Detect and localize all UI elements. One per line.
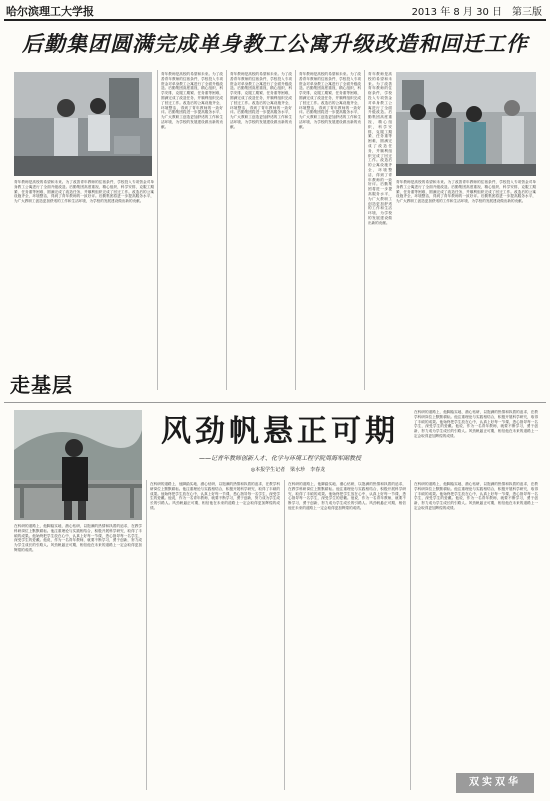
divider: [146, 480, 147, 790]
divider: [410, 480, 411, 790]
date-issue: 2013 年 8 月 30 日 第三版: [411, 7, 542, 18]
article1-col-3: 青年教师是高校的希望和未来。为了改善青年教师的住宿条件，学校投入专项资金对单身教工公寓进行了全面升级改造。后勤集团高度重视，精心组织，科学安排，克服工期紧、任务重等困难，圆满完成了改造任务，并顺利组织完成了回迁工作。改造后的公寓设施齐全，环境整洁，得到了青年教师的一致好评。后勤集团将进一步提高服务水平，为广大教职工创造更加舒适的工作和生活环境，为学校的发展建设做出新的贡献。: [230, 72, 292, 129]
divider: [295, 70, 296, 390]
section-rule: [4, 402, 546, 403]
article2-col-2: 在科研的道路上，他脚踏实地、潜心钻研，以饱满的热情和执着的追求，在教学科研岗位上默默耕耘。他注重理论与实践相结合，积极开展科学研究，取得了丰硕的成果。他始终把学生放在心中，认真上好每一节课，悉心指导每一名学生，深受学生的爱戴。他说，作为一名青年教师，就要不断学习，勇于创新，努力成为学生成长的引路人。风劲帆悬正可期，相信他在未来的道路上一定会取得更加辉煌的成绩。: [150, 482, 280, 510]
masthead-rule: [4, 19, 546, 21]
divider: [364, 70, 365, 390]
article2-col-top-right: 在科研的道路上，他脚踏实地、潜心钻研，以饱满的热情和执着的追求，在教学科研岗位上默默耕耘。他注重理论与实践相结合，积极开展科学研究，取得了丰硕的成果。他始终把学生放在心中，认真上好每一节课，悉心指导每一名学生，深受学生的爱戴。他说，作为一名青年教师，就要不断学习，勇于创新，努力成为学生成长的引路人。风劲帆悬正可期，相信他在未来的道路上一定会取得更加辉煌的成绩。: [414, 410, 538, 438]
section-label: 走基层: [10, 373, 73, 397]
article1-col-1: 青年教师是高校的希望和未来。为了改善青年教师的住宿条件，学校投入专项资金对单身教工公寓进行了全面升级改造。后勤集团高度重视，精心组织，科学安排，克服工期紧、任务重等困难，圆满完成了改造任务，并顺利组织完成了回迁工作。改造后的公寓设施齐全，环境整洁，得到了青年教师的一致好评。后勤集团将进一步提高服务水平，为广大教职工创造更加舒适的工作和生活环境，为学校的发展建设做出新的贡献。: [14, 180, 154, 204]
article2-col-3: 在科研的道路上，他脚踏实地、潜心钻研，以饱满的热情和执着的追求，在教学科研岗位上默默耕耘。他注重理论与实践相结合，积极开展科学研究，取得了丰硕的成果。他始终把学生放在心中，认真上好每一节课，悉心指导每一名学生，深受学生的爱戴。他说，作为一名青年教师，就要不断学习，勇于创新，努力成为学生成长的引路人。风劲帆悬正可期，相信他在未来的道路上一定会取得更加辉煌的成绩。: [288, 482, 406, 510]
article2-col-1: 在科研的道路上，他脚踏实地、潜心钻研，以饱满的热情和执着的追求，在教学科研岗位上默默耕耘。他注重理论与实践相结合，积极开展科学研究，取得了丰硕的成果。他始终把学生放在心中，认真上好每一节课，悉心指导每一名学生，深受学生的爱戴。他说，作为一名青年教师，就要不断学习，勇于创新，努力成为学生成长的引路人。风劲帆悬正可期，相信他在未来的道路上一定会取得更加辉煌的成绩。: [14, 524, 142, 552]
article1-col-5: 青年教师是高校的希望和未来。为了改善青年教师的住宿条件，学校投入专项资金对单身教工公寓进行了全面升级改造。后勤集团高度重视，精心组织，科学安排，克服工期紧、任务重等困难，圆满完成了改造任务，并顺利组织完成了回迁工作。改造后的公寓设施齐全，环境整洁，得到了青年教师的一致好评。后勤集团将进一步提高服务水平，为广大教职工创造更加舒适的工作和生活环境，为学校的发展建设做出新的贡献。: [368, 72, 392, 225]
article1-col-6: 青年教师是高校的希望和未来。为了改善青年教师的住宿条件，学校投入专项资金对单身教工公寓进行了全面升级改造。后勤集团高度重视，精心组织，科学安排，克服工期紧、任务重等困难，圆满完成了改造任务，并顺利组织完成了回迁工作。改造后的公寓设施齐全，环境整洁，得到了青年教师的一致好评。后勤集团将进一步提高服务水平，为广大教职工创造更加舒适的工作和生活环境，为学校的发展建设做出新的贡献。: [396, 180, 536, 204]
article2-subtitle: ——记青年教师创新人才、化学与环境工程学院周海军副教授: [198, 455, 361, 462]
article1-col-2: 青年教师是高校的希望和未来。为了改善青年教师的住宿条件，学校投入专项资金对单身教工公寓进行了全面升级改造。后勤集团高度重视，精心组织，科学安排，克服工期紧、任务重等困难，圆满完成了改造任务，并顺利组织完成了回迁工作。改造后的公寓设施齐全，环境整洁，得到了青年教师的一致好评。后勤集团将进一步提高服务水平，为广大教职工创造更加舒适的工作和生活环境，为学校的发展建设做出新的贡献。: [161, 72, 223, 129]
watermark-stamp: 双实双华: [456, 773, 534, 793]
article1-photo-right: [396, 72, 536, 176]
article2-col-4: 在科研的道路上，他脚踏实地、潜心钻研，以饱满的热情和执着的追求，在教学科研岗位上默默耕耘。他注重理论与实践相结合，积极开展科学研究，取得了丰硕的成果。他始终把学生放在心中，认真上好每一节课，悉心指导每一名学生，深受学生的爱戴。他说，作为一名青年教师，就要不断学习，勇于创新，努力成为学生成长的引路人。风劲帆悬正可期，相信他在未来的道路上一定会取得更加辉煌的成绩。: [414, 482, 538, 510]
divider: [284, 480, 285, 790]
divider: [157, 70, 158, 390]
newspaper-name: 哈尔滨理工大学报: [6, 5, 94, 18]
article2-byline: ◎本报学生记者 梁水珍 李春龙: [250, 467, 326, 473]
article2-headline: 风劲帆悬正可期: [161, 414, 399, 449]
article1-headline: 后勤集团圆满完成单身教工公寓升级改造和回迁工作: [22, 31, 528, 56]
divider: [226, 70, 227, 390]
article2-portrait-photo: [14, 410, 142, 520]
article1-photo-left: [14, 72, 152, 176]
article1-col-4: 青年教师是高校的希望和未来。为了改善青年教师的住宿条件，学校投入专项资金对单身教工公寓进行了全面升级改造。后勤集团高度重视，精心组织，科学安排，克服工期紧、任务重等困难，圆满完成了改造任务，并顺利组织完成了回迁工作。改造后的公寓设施齐全，环境整洁，得到了青年教师的一致好评。后勤集团将进一步提高服务水平，为广大教职工创造更加舒适的工作和生活环境，为学校的发展建设做出新的贡献。: [299, 72, 361, 129]
